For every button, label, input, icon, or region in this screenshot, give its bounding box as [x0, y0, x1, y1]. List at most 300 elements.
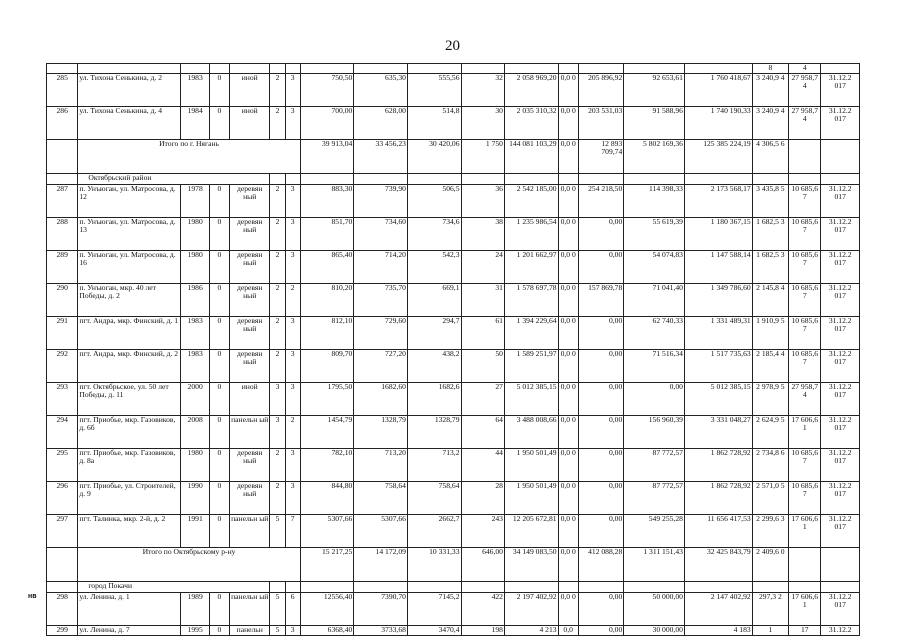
- table-cell: 92 653,61: [624, 73, 685, 106]
- subtotal-cell: 1 750: [461, 139, 504, 173]
- table-cell: 287: [47, 184, 78, 217]
- table-cell: 12 205 672,81: [504, 514, 558, 547]
- table-cell: 3: [285, 73, 300, 106]
- empty-cell: [461, 173, 504, 184]
- table-cell: иной: [230, 106, 270, 139]
- table-cell: 205 896,92: [578, 73, 624, 106]
- table-cell: 10 685,6 7: [789, 217, 821, 250]
- table-cell: 1983: [181, 349, 209, 382]
- table-row: [47, 217, 860, 250]
- table-cell: 2 197 402,92: [504, 592, 558, 625]
- table-cell: 2 299,6 3: [752, 514, 788, 547]
- table-cell: 700,00: [300, 106, 354, 139]
- table-cell: 0,00: [578, 514, 624, 547]
- table-row: [47, 106, 860, 139]
- empty-cell: [461, 581, 504, 592]
- table-cell: 782,10: [300, 448, 354, 481]
- table-cell: 1 950 501,49: [504, 481, 558, 514]
- table-cell: 7390,70: [354, 592, 408, 625]
- empty-cell: [558, 581, 578, 592]
- table-cell: 50 000,00: [624, 592, 685, 625]
- table-cell: 294,7: [407, 316, 461, 349]
- table-cell: 31.12.2 017: [821, 514, 860, 547]
- table-cell: панельн: [230, 625, 270, 635]
- table-cell: 3: [285, 625, 300, 635]
- housing-registry-table: [46, 63, 860, 636]
- table-cell: 3470,4: [407, 625, 461, 635]
- table-cell: 288: [47, 217, 78, 250]
- table-cell: 1991: [181, 514, 209, 547]
- table-cell: 12556,40: [300, 592, 354, 625]
- table-cell: панельн ый: [230, 514, 270, 547]
- table-cell: 31.12.2 017: [821, 184, 860, 217]
- table-cell: пгт. Октябрьское, ул. 50 лет Победы, д. 11: [78, 382, 181, 415]
- table-cell: 438,2: [407, 349, 461, 382]
- table-cell: 1990: [181, 481, 209, 514]
- table-cell: п. Унъюган, ул. Матросова, д. 13: [78, 217, 181, 250]
- table-cell: 6: [285, 592, 300, 625]
- table-cell: 0,00: [578, 349, 624, 382]
- table-row: [47, 283, 860, 316]
- table-cell: панельн ый: [230, 592, 270, 625]
- fragment-cell: [78, 64, 181, 74]
- subtotal-cell: 0,0 0: [558, 547, 578, 581]
- table-cell: 10 685,6 7: [789, 283, 821, 316]
- subtotal-cell: 125 385 224,19: [684, 139, 752, 173]
- table-cell: 36: [461, 184, 504, 217]
- empty-cell: [752, 581, 788, 592]
- table-cell: 1795,50: [300, 382, 354, 415]
- table-cell: 2: [270, 250, 285, 283]
- table-cell: 635,30: [354, 73, 408, 106]
- empty-cell: [752, 173, 788, 184]
- fragment-cell: [209, 64, 229, 74]
- footer-mark: нв: [28, 593, 37, 600]
- table-cell: 0: [209, 217, 229, 250]
- table-row: [47, 382, 860, 415]
- table-cell: 30 000,00: [624, 625, 685, 635]
- table-cell: 1978: [181, 184, 209, 217]
- table-cell: 3: [285, 382, 300, 415]
- table-cell: 2: [270, 349, 285, 382]
- table-cell: 851,70: [300, 217, 354, 250]
- table-cell: 2 734,8 6: [752, 448, 788, 481]
- table-cell: 1980: [181, 250, 209, 283]
- table-cell: 87 772,57: [624, 448, 685, 481]
- table-cell: 254 218,50: [578, 184, 624, 217]
- table-cell: 61: [461, 316, 504, 349]
- table-cell: 28: [461, 481, 504, 514]
- table-cell: 0,00: [578, 415, 624, 448]
- table-cell: 1989: [181, 592, 209, 625]
- table-cell: ул. Ленина, д. 1: [78, 592, 181, 625]
- table-cell: 739,90: [354, 184, 408, 217]
- table-cell: 1: [752, 625, 788, 635]
- table-cell: деревян ный: [230, 250, 270, 283]
- table-cell: 2: [270, 73, 285, 106]
- table-cell: 0: [209, 592, 229, 625]
- table-cell: 27 958,7 4: [789, 73, 821, 106]
- table-cell: 3: [285, 184, 300, 217]
- table-cell: 299: [47, 625, 78, 635]
- table-cell: 3 240,9 4: [752, 73, 788, 106]
- table-cell: 5 012 385,15: [684, 382, 752, 415]
- subtotal-cell: 4 306,5 6: [752, 139, 788, 173]
- table-cell: 1 862 728,92: [684, 481, 752, 514]
- table-cell: 31.12.2 017: [821, 592, 860, 625]
- table-cell: 809,70: [300, 349, 354, 382]
- table-cell: 0: [209, 73, 229, 106]
- table-cell: 32: [461, 73, 504, 106]
- table-cell: 3: [285, 448, 300, 481]
- table-cell: 0: [209, 382, 229, 415]
- table-cell: 758,64: [354, 481, 408, 514]
- table-cell: 734,60: [354, 217, 408, 250]
- table-cell: 1984: [181, 106, 209, 139]
- table-cell: 114 398,33: [624, 184, 685, 217]
- table-cell: пгт. Талинка, мкр. 2-й, д. 2: [78, 514, 181, 547]
- table-cell: 1 862 728,92: [684, 448, 752, 481]
- fragment-cell: [624, 64, 685, 74]
- table-cell: 24: [461, 250, 504, 283]
- section-header-row: [47, 581, 860, 592]
- table-cell: 1 740 190,33: [684, 106, 752, 139]
- empty-cell: [300, 173, 354, 184]
- table-cell: 10 685,6 7: [789, 448, 821, 481]
- table-cell: иной: [230, 73, 270, 106]
- table-cell: 2: [270, 448, 285, 481]
- table-cell: 0,0 0: [558, 514, 578, 547]
- fragment-cell: [461, 64, 504, 74]
- table-cell: 0: [209, 448, 229, 481]
- subtotal-cell: [821, 139, 860, 173]
- table-cell: 2 542 185,00: [504, 184, 558, 217]
- table-cell: 0,0 0: [558, 382, 578, 415]
- table-cell: 0: [209, 184, 229, 217]
- table-cell: 1328,79: [407, 415, 461, 448]
- table-cell: 17 606,6 1: [789, 514, 821, 547]
- table-cell: 714,20: [354, 250, 408, 283]
- section-title: город Покачи: [78, 581, 270, 592]
- empty-cell: [684, 581, 752, 592]
- empty-cell: [270, 581, 285, 592]
- table-cell: 3 435,8 5: [752, 184, 788, 217]
- table-cell: 31: [461, 283, 504, 316]
- table-cell: 555,56: [407, 73, 461, 106]
- table-cell: 10 685,6 7: [789, 316, 821, 349]
- table-cell: панельн ый: [230, 415, 270, 448]
- table-cell: иной: [230, 382, 270, 415]
- table-cell: 1986: [181, 283, 209, 316]
- empty-cell: [624, 581, 685, 592]
- table-cell: 64: [461, 415, 504, 448]
- table-cell: 31.12.2 017: [821, 283, 860, 316]
- table-cell: 0: [209, 250, 229, 283]
- table-cell: 1980: [181, 217, 209, 250]
- table-cell: 10 685,6 7: [789, 184, 821, 217]
- table-cell: 0,00: [578, 625, 624, 635]
- fragment-cell: [578, 64, 624, 74]
- table-cell: 1980: [181, 448, 209, 481]
- table-cell: 3 488 008,66: [504, 415, 558, 448]
- table-cell: 3 240,9 4: [752, 106, 788, 139]
- subtotal-cell: 32 425 843,79: [684, 547, 752, 581]
- table-cell: 1454,79: [300, 415, 354, 448]
- subtotal-cell: 15 217,25: [300, 547, 354, 581]
- page-number: 20: [445, 38, 460, 54]
- table-cell: 1 589 251,97: [504, 349, 558, 382]
- table-cell: 542,3: [407, 250, 461, 283]
- table-cell: 296: [47, 481, 78, 514]
- table-cell: 729,60: [354, 316, 408, 349]
- table-cell: деревян ный: [230, 283, 270, 316]
- table-cell: деревян ный: [230, 481, 270, 514]
- table-cell: 883,30: [300, 184, 354, 217]
- table-cell: ул. Тихона Сенькина, д. 2: [78, 73, 181, 106]
- subtotal-cell: 39 913,04: [300, 139, 354, 173]
- table-cell: 31.12.2 017: [821, 481, 860, 514]
- table-cell: 1 394 229,64: [504, 316, 558, 349]
- empty-cell: [821, 581, 860, 592]
- table-cell: 71 516,34: [624, 349, 685, 382]
- table-cell: 2: [270, 184, 285, 217]
- table-cell: 87 772,57: [624, 481, 685, 514]
- table-cell: 2: [270, 316, 285, 349]
- table-cell: 2 058 969,20: [504, 73, 558, 106]
- table-cell: деревян ный: [230, 217, 270, 250]
- table-cell: 0: [209, 106, 229, 139]
- table-cell: 38: [461, 217, 504, 250]
- empty-cell: [624, 173, 685, 184]
- table-row: [47, 316, 860, 349]
- empty-cell: [270, 173, 285, 184]
- table-cell: пгт. Приобье, ул. Строителей, д. 9: [78, 481, 181, 514]
- table-cell: 0,00: [624, 382, 685, 415]
- empty-cell: [47, 547, 78, 581]
- table-cell: 0,0 0: [558, 73, 578, 106]
- table-row: [47, 349, 860, 382]
- table-cell: 0,0 0: [558, 250, 578, 283]
- table-cell: 1 235 986,54: [504, 217, 558, 250]
- table-cell: 297,3 2: [752, 592, 788, 625]
- empty-cell: [578, 581, 624, 592]
- table-cell: 0,00: [578, 316, 624, 349]
- table-cell: 0: [209, 283, 229, 316]
- table-cell: 0,0 0: [558, 283, 578, 316]
- table-cell: 31.12.2 017: [821, 382, 860, 415]
- table-cell: 0,0: [558, 625, 578, 635]
- table-row: [47, 592, 860, 625]
- table-cell: 31.12.2 017: [821, 349, 860, 382]
- empty-cell: [407, 581, 461, 592]
- table-cell: 3: [285, 481, 300, 514]
- table-cell: 1 331 489,31: [684, 316, 752, 349]
- table-cell: 10 685,6 7: [789, 481, 821, 514]
- table-cell: 1983: [181, 316, 209, 349]
- table-cell: 3: [285, 349, 300, 382]
- table-cell: 0,0 0: [558, 349, 578, 382]
- table-cell: 0,0 0: [558, 316, 578, 349]
- table-cell: 62 740,33: [624, 316, 685, 349]
- table-cell: 17 606,6 1: [789, 592, 821, 625]
- table-cell: 0: [209, 349, 229, 382]
- table-cell: 844,80: [300, 481, 354, 514]
- table-cell: 7: [285, 514, 300, 547]
- table-cell: 2: [285, 415, 300, 448]
- table-cell: 2 624,9 5: [752, 415, 788, 448]
- table-cell: 31.12.2: [821, 625, 860, 635]
- table-cell: 514,8: [407, 106, 461, 139]
- table-cell: 735,70: [354, 283, 408, 316]
- table-cell: 1 682,5 3: [752, 217, 788, 250]
- empty-cell: [354, 581, 408, 592]
- subtotal-row: [47, 139, 860, 173]
- fragment-cell: [300, 64, 354, 74]
- table-cell: 5: [270, 625, 285, 635]
- table-cell: 0: [209, 481, 229, 514]
- table-cell: 1 682,5 3: [752, 250, 788, 283]
- table-cell: 1 760 418,67: [684, 73, 752, 106]
- table-cell: 0: [209, 514, 229, 547]
- table-cell: 31.12.2 017: [821, 106, 860, 139]
- subtotal-cell: 34 149 083,50: [504, 547, 558, 581]
- table-cell: 156 960,39: [624, 415, 685, 448]
- subtotal-cell: 144 081 103,29: [504, 139, 558, 173]
- empty-cell: [578, 173, 624, 184]
- table-row: [47, 184, 860, 217]
- table-cell: 2 571,0 5: [752, 481, 788, 514]
- table-cell: 54 074,83: [624, 250, 685, 283]
- table-cell: 1 910,9 5: [752, 316, 788, 349]
- empty-cell: [789, 581, 821, 592]
- table-cell: 506,5: [407, 184, 461, 217]
- empty-cell: [285, 173, 300, 184]
- table-cell: 31.12.2 017: [821, 316, 860, 349]
- table-cell: 0,00: [578, 250, 624, 283]
- table-cell: 243: [461, 514, 504, 547]
- table-cell: 2000: [181, 382, 209, 415]
- table-cell: 27 958,7 4: [789, 382, 821, 415]
- table-cell: деревян ный: [230, 316, 270, 349]
- subtotal-cell: 30 420,06: [407, 139, 461, 173]
- table-cell: 55 619,39: [624, 217, 685, 250]
- table-cell: 294: [47, 415, 78, 448]
- subtotal-row: [47, 547, 860, 581]
- table-cell: 298: [47, 592, 78, 625]
- table-cell: 2662,7: [407, 514, 461, 547]
- table-cell: 2: [270, 217, 285, 250]
- fragment-cell: [181, 64, 209, 74]
- fragment-cell: [504, 64, 558, 74]
- table-cell: 3: [285, 250, 300, 283]
- table-cell: 50: [461, 349, 504, 382]
- table-cell: деревян ный: [230, 184, 270, 217]
- table-cell: 758,64: [407, 481, 461, 514]
- table-cell: 669,1: [407, 283, 461, 316]
- table-row: [47, 514, 860, 547]
- continued-fragment-row: [47, 64, 860, 74]
- fragment-cell: 4: [789, 64, 821, 74]
- empty-cell: [684, 173, 752, 184]
- table-cell: 628,00: [354, 106, 408, 139]
- empty-cell: [47, 139, 78, 173]
- table-cell: 812,10: [300, 316, 354, 349]
- table-cell: 44: [461, 448, 504, 481]
- table-cell: 422: [461, 592, 504, 625]
- table-cell: деревян ный: [230, 448, 270, 481]
- empty-cell: [407, 173, 461, 184]
- table-cell: 1 349 786,60: [684, 283, 752, 316]
- subtotal-cell: 0,0 0: [558, 139, 578, 173]
- table-cell: пгт. Приобье, мкр. Газовиков, д. 6б: [78, 415, 181, 448]
- table-cell: 198: [461, 625, 504, 635]
- table-cell: 17 606,6 1: [789, 415, 821, 448]
- table-cell: 291: [47, 316, 78, 349]
- fragment-cell: [684, 64, 752, 74]
- table-cell: 865,40: [300, 250, 354, 283]
- subtotal-cell: [789, 139, 821, 173]
- table-cell: 203 531,03: [578, 106, 624, 139]
- table-row: [47, 415, 860, 448]
- table-cell: 11 656 417,53: [684, 514, 752, 547]
- subtotal-cell: 10 331,33: [407, 547, 461, 581]
- subtotal-cell: 412 088,28: [578, 547, 624, 581]
- table-cell: 5: [270, 514, 285, 547]
- table-cell: 30: [461, 106, 504, 139]
- table-cell: 549 255,28: [624, 514, 685, 547]
- table-cell: 2: [270, 106, 285, 139]
- table-cell: 0,0 0: [558, 415, 578, 448]
- table-cell: 5: [270, 592, 285, 625]
- table-cell: 31.12.2 017: [821, 250, 860, 283]
- table-cell: 3: [270, 382, 285, 415]
- table-cell: п. Унъюган, ул. Матросова, д. 16: [78, 250, 181, 283]
- table-cell: пгт. Андра, мкр. Финский, д. 2: [78, 349, 181, 382]
- table-cell: 1682,6: [407, 382, 461, 415]
- table-cell: 0: [209, 625, 229, 635]
- table-cell: 1983: [181, 73, 209, 106]
- table-cell: 10 685,6 7: [789, 250, 821, 283]
- table-cell: 3: [285, 217, 300, 250]
- table-cell: пгт. Приобье, мкр. Газовиков, д. 8а: [78, 448, 181, 481]
- table-cell: 1995: [181, 625, 209, 635]
- table-cell: 0: [209, 316, 229, 349]
- empty-cell: [504, 173, 558, 184]
- table-cell: 31.12.2 017: [821, 448, 860, 481]
- table-cell: 31.12.2 017: [821, 73, 860, 106]
- table-cell: 810,20: [300, 283, 354, 316]
- table-cell: п. Унъюган, мкр. 40 лет Победы, д. 2: [78, 283, 181, 316]
- table-cell: ул. Тихона Сенькина, д. 4: [78, 106, 181, 139]
- fragment-cell: [407, 64, 461, 74]
- table-cell: ул. Ленина, д. 7: [78, 625, 181, 635]
- table-cell: 0,0 0: [558, 217, 578, 250]
- subtotal-cell: 12 893 709,74: [578, 139, 624, 173]
- section-title: Октябрьский район: [78, 173, 270, 184]
- table-cell: 293: [47, 382, 78, 415]
- table-cell: 1 147 588,14: [684, 250, 752, 283]
- table-cell: 2 035 310,32: [504, 106, 558, 139]
- table-cell: 4 213: [504, 625, 558, 635]
- table-cell: пгт. Андра, мкр. Финский, д. 1: [78, 316, 181, 349]
- table-cell: 6368,40: [300, 625, 354, 635]
- table-cell: 3: [285, 106, 300, 139]
- table-row: [47, 448, 860, 481]
- table-cell: 0,00: [578, 481, 624, 514]
- table-cell: 292: [47, 349, 78, 382]
- table-cell: 0,0 0: [558, 481, 578, 514]
- table-cell: 1 201 662,97: [504, 250, 558, 283]
